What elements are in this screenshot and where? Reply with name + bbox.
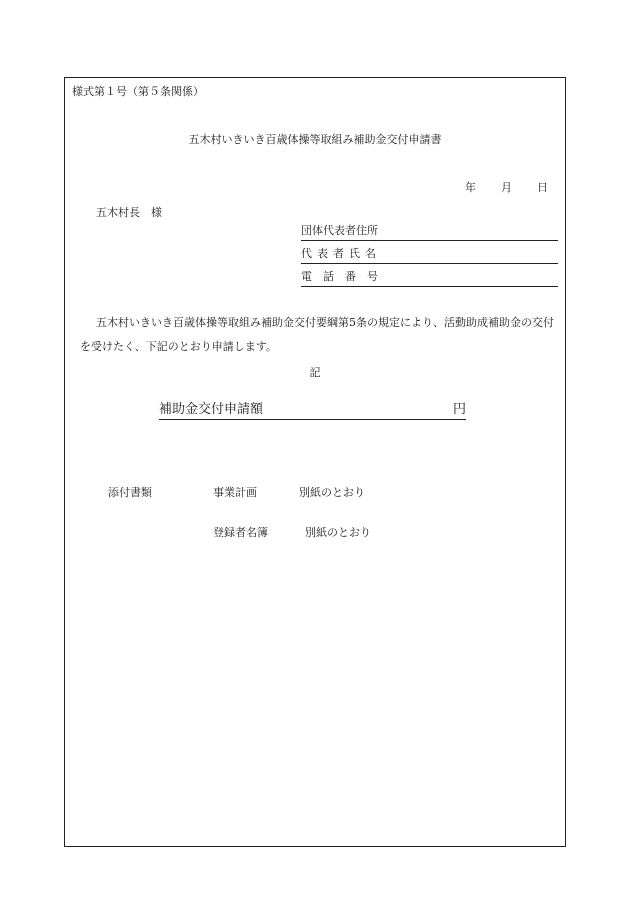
document-title: 五木村いきいき百歳体操等取組み補助金交付申請書 (188, 133, 442, 146)
date-day-label: 日 (537, 181, 548, 194)
form-label: 様式第１号（第５条関係） (72, 85, 204, 98)
amount-label: 補助金交付申請額 (159, 402, 264, 417)
attachment-item-value: 別紙のとおり (299, 486, 365, 499)
attachment-item-name: 登録者名簿 (213, 526, 268, 539)
amount-field[interactable] (159, 403, 466, 420)
attachments-label: 添付書類 (108, 486, 152, 499)
applicant-address-field[interactable] (301, 225, 558, 241)
representative-name-label: 代表者氏名 (301, 247, 381, 260)
date-year-label: 年 (465, 181, 476, 194)
ki-heading: 記 (309, 366, 321, 379)
addressee: 五木村長 様 (96, 206, 162, 219)
phone-number-label: 電話番号 (301, 270, 389, 283)
application-statement: 五木村いきいき百歳体操等取組み補助金交付要綱第5条の規定により、活動助成補助金の交付を受けたく、下記のとおり申請します。 (80, 316, 554, 353)
form-frame (64, 77, 566, 847)
phone-number-field[interactable] (301, 271, 558, 287)
representative-name-field[interactable] (301, 248, 558, 264)
amount-unit: 円 (452, 402, 466, 417)
attachment-item-name: 事業計画 (213, 486, 257, 499)
date-month-label: 月 (501, 181, 512, 194)
applicant-address-label: 団体代表者住所 (301, 224, 378, 237)
attachment-item-value: 別紙のとおり (305, 526, 371, 539)
